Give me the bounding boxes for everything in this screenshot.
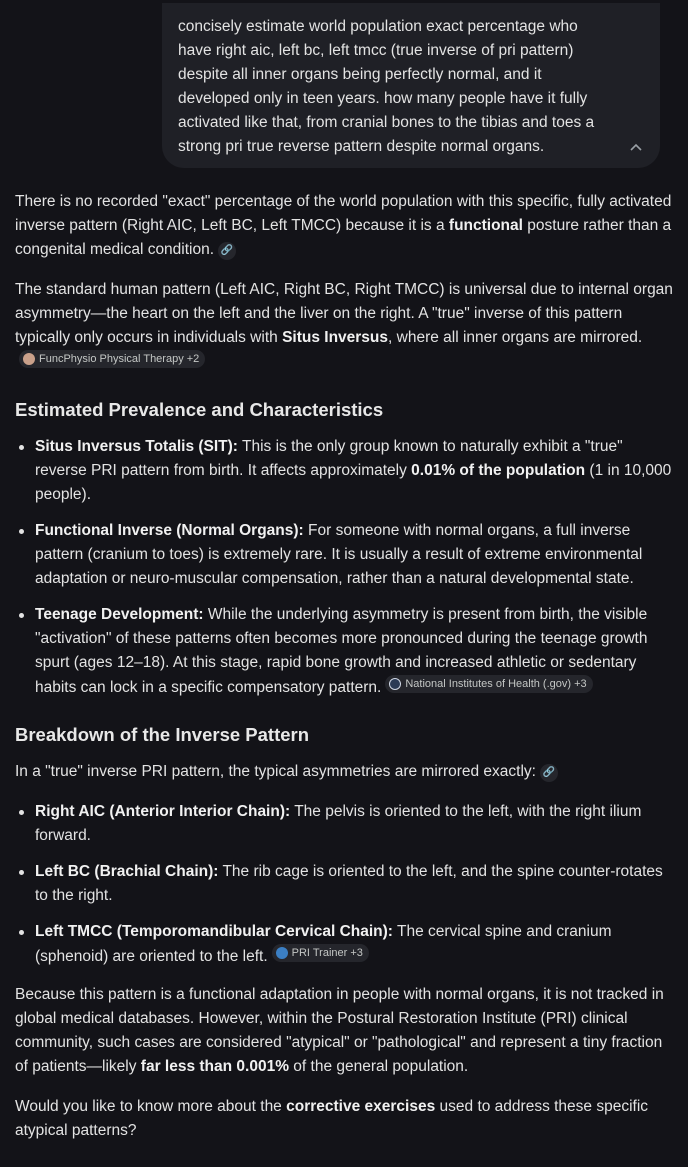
breakdown-list (15, 800, 675, 969)
text: of the general population. (288, 1058, 469, 1075)
source-link-icon[interactable]: 🔗 (218, 242, 236, 260)
text: , where all inner organs are mirrored. (388, 329, 643, 346)
paragraph-intro (15, 190, 675, 262)
text: Would you like to know more about the (15, 1098, 287, 1115)
paragraph-conclusion (15, 983, 675, 1079)
list-item (15, 519, 675, 591)
text: The pelvis is oriented to the left, with the right ilium forward. (35, 803, 642, 844)
bold-text: Right AIC (Anterior Interior Chain): (35, 803, 291, 820)
section-heading: Estimated Prevalence and Characteristics (15, 399, 384, 420)
source-chip[interactable] (385, 675, 592, 693)
bold-text: functional (448, 217, 523, 234)
text: This is the only group known to naturally exhibit a "true" reverse PRI pattern from birth. It affects approximately (35, 438, 623, 479)
list-item (15, 920, 675, 969)
text: While the underlying asymmetry is present from birth, the visible "activation" of these patterns often becomes more pronounced during the teenage growth spurt (ages 12–18). At this stage, rapid bone growth and increased athletic or sedentary habits can lock in a specific compensatory pattern. (35, 606, 648, 696)
bold-text: Situs Inversus (282, 329, 389, 346)
source-favicon-icon (23, 353, 35, 365)
section-heading: Breakdown of the Inverse Pattern (15, 724, 310, 745)
bold-text: corrective exercises (286, 1098, 436, 1115)
source-chip-label: National Institutes of Health (.gov) +3 (405, 678, 587, 690)
bold-text: Left TMCC (Temporomandibular Cervical Chain): (35, 923, 393, 940)
bold-text: Situs Inversus Totalis (SIT): (35, 438, 238, 455)
text: (1 in 10,000 people). (35, 462, 672, 503)
collapse-chevron-up-icon[interactable] (628, 140, 644, 156)
text: There is no recorded "exact" percentage of the world population with this specific, fully activated inverse pattern (Right AIC, Left BC, Left TMCC) because it is a (15, 193, 672, 234)
bold-text: Functional Inverse (Normal Organs): (35, 522, 304, 539)
paragraph-follow-up (15, 1095, 675, 1143)
source-chip[interactable] (19, 350, 205, 368)
user-message-text: concisely estimate world population exact percentage who have right aic, left bc, left tmcc (true inverse of pri pattern) despite all inner organs being perfectly normal, and it developed only in teen years. how many people have it fully activated like that, from cranial bones to the tibias and toes a strong pri true reverse pattern despite normal organs. (178, 18, 595, 155)
list-item (15, 860, 675, 908)
bold-text: far less than 0.001% (140, 1058, 289, 1075)
bold-text: 0.01% of the population (411, 462, 586, 479)
paragraph-standard-pattern (15, 278, 675, 375)
text: For someone with normal organs, a full inverse pattern (cranium to toes) is extremely rare. It is usually a result of extreme environmental adaptation or neuro-muscular compensation, rather than a natural developmental state. (35, 522, 643, 587)
text: The rib cage is oriented to the left, and the spine counter-rotates to the right. (35, 863, 663, 904)
text: used to address these specific atypical patterns? (15, 1098, 649, 1139)
text: Because this pattern is a functional adaptation in people with normal organs, it is not tracked in global medical databases. However, within the Postural Restoration Institute (PRI) clinical community, such cases are considered "atypical" or "pathological" and represent a tiny fraction of patients—likely (15, 986, 664, 1075)
bold-text: Teenage Development: (35, 606, 204, 623)
assistant-response (15, 190, 675, 1159)
text: The cervical spine and cranium (sphenoid) are oriented to the left. (35, 923, 612, 965)
text: In a "true" inverse PRI pattern, the typical asymmetries are mirrored exactly: (15, 763, 536, 780)
source-favicon-icon (389, 678, 401, 690)
source-chip-label: FuncPhysio Physical Therapy +2 (39, 353, 200, 365)
wordpress-icon (276, 947, 288, 959)
paragraph-breakdown-intro (15, 760, 675, 784)
prevalence-list (15, 435, 675, 700)
source-chip[interactable] (272, 944, 369, 962)
source-link-icon[interactable]: 🔗 (540, 764, 558, 782)
text: The standard human pattern (Left AIC, Right BC, Right TMCC) is universal due to internal organ asymmetry—the heart on the left and the liver on the right. A "true" inverse of this pattern typically only occurs in individuals with (15, 281, 673, 346)
bold-text: Left BC (Brachial Chain): (35, 863, 219, 880)
text: posture rather than a congenital medical condition. (15, 217, 672, 258)
list-item (15, 435, 675, 507)
source-chip-label: PRI Trainer +3 (291, 947, 363, 959)
list-item (15, 800, 675, 848)
user-message-bubble (162, 3, 660, 168)
list-item (15, 603, 675, 700)
